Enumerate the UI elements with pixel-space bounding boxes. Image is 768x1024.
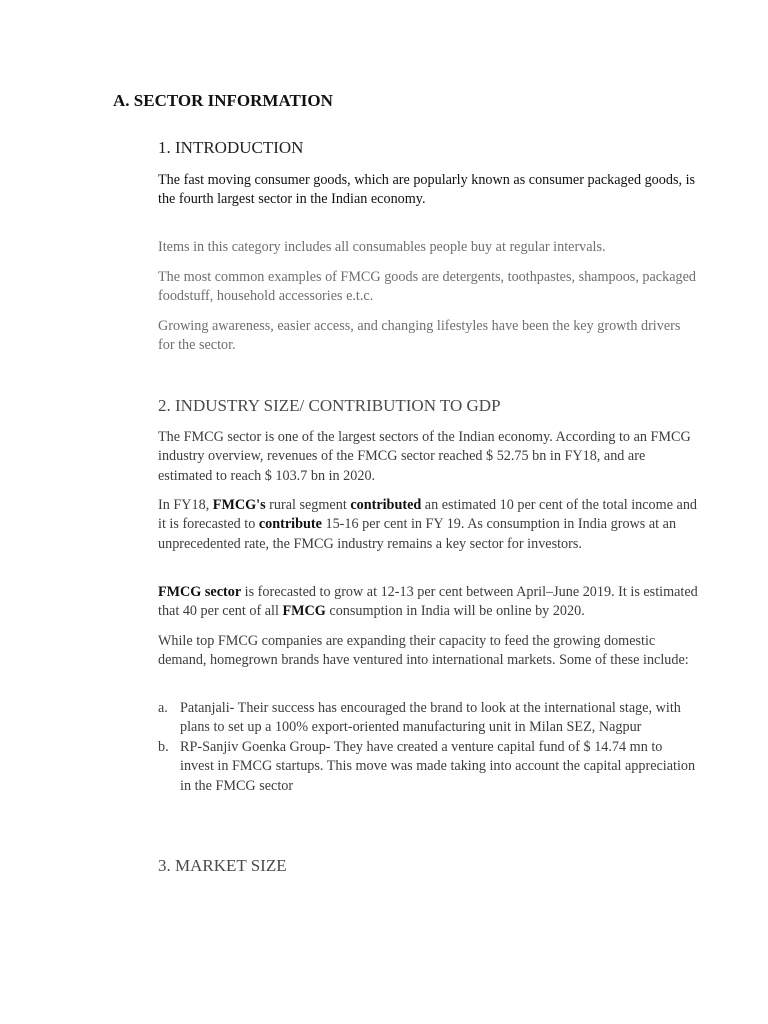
industry-para2: In FY18, FMCG's rural segment contributed an estimated 10 per cent of the total income and it is forecasted to contribute 15-16 per cent in FY 19. As consumption in India grows at an unprecedented rate, the FMCG industry remains a key sector for investors. xyxy=(158,497,698,552)
industry-para3-block xyxy=(158,583,698,622)
list-item-text: RP-Sanjiv Goenka Group- They have created a venture capital fund of $ 14.74 mn to invest in FMCG startups. This move was made taking into account the capital appreciation in the FMCG sector xyxy=(180,738,696,794)
industry-para1: The FMCG sector is one of the largest sectors of the Indian economy. According to an FMCG industry overview, revenues of the FMCG sector reached $ 52.75 bn in FY18, and are estimated to reach $ 103.7 bn in 2020. xyxy=(158,429,691,484)
list-item-text: Patanjali- Their success has encouraged the brand to look at the international stage, with plans to set up a 100% export-oriented manufacturing unit in Milan SEZ, Nagpur xyxy=(180,700,681,736)
market-heading-block xyxy=(158,856,698,876)
introduction-lead: The fast moving consumer goods, which are popularly known as consumer packaged goods, is the fourth largest sector in the Indian economy. xyxy=(158,172,696,208)
industry-para3: FMCG sector is forecasted to grow at 12-13 per cent between April–June 2019. It is estimated that 40 per cent of all FMCG consumption in India will be online by 2020. xyxy=(158,584,698,620)
introduction-para3: Growing awareness, easier access, and changing lifestyles have been the key growth drivers for the sector. xyxy=(158,318,681,354)
industry-para4-block xyxy=(158,632,698,671)
industry-heading-block xyxy=(158,396,698,416)
brand-list xyxy=(158,699,698,796)
introduction-para1-block xyxy=(158,238,698,257)
industry-list-block xyxy=(158,699,698,796)
market-heading: 3. MARKET SIZE xyxy=(158,856,287,875)
introduction-heading-block xyxy=(158,138,698,158)
list-item xyxy=(158,738,698,796)
introduction-para1: Items in this category includes all consumables people buy at regular intervals. xyxy=(158,239,606,255)
list-marker: a. xyxy=(158,700,168,716)
list-item xyxy=(158,699,698,738)
industry-para1-block xyxy=(158,428,698,486)
introduction-para2-block xyxy=(158,268,698,307)
industry-para2-block xyxy=(158,496,698,554)
introduction-heading: 1. INTRODUCTION xyxy=(158,138,304,157)
section-title: A. SECTOR INFORMATION xyxy=(113,91,333,110)
list-marker: b. xyxy=(158,738,169,755)
industry-heading: 2. INDUSTRY SIZE/ CONTRIBUTION TO GDP xyxy=(158,396,501,415)
industry-para4: While top FMCG companies are expanding their capacity to feed the growing domestic demand, homegrown brands have ventured into international markets. Some of these include: xyxy=(158,633,689,669)
introduction-lead-block xyxy=(158,171,698,210)
introduction-para3-block xyxy=(158,317,698,356)
introduction-para2: The most common examples of FMCG goods are detergents, toothpastes, shampoos, packaged foodstuff, household accessories e.t.c. xyxy=(158,269,696,305)
